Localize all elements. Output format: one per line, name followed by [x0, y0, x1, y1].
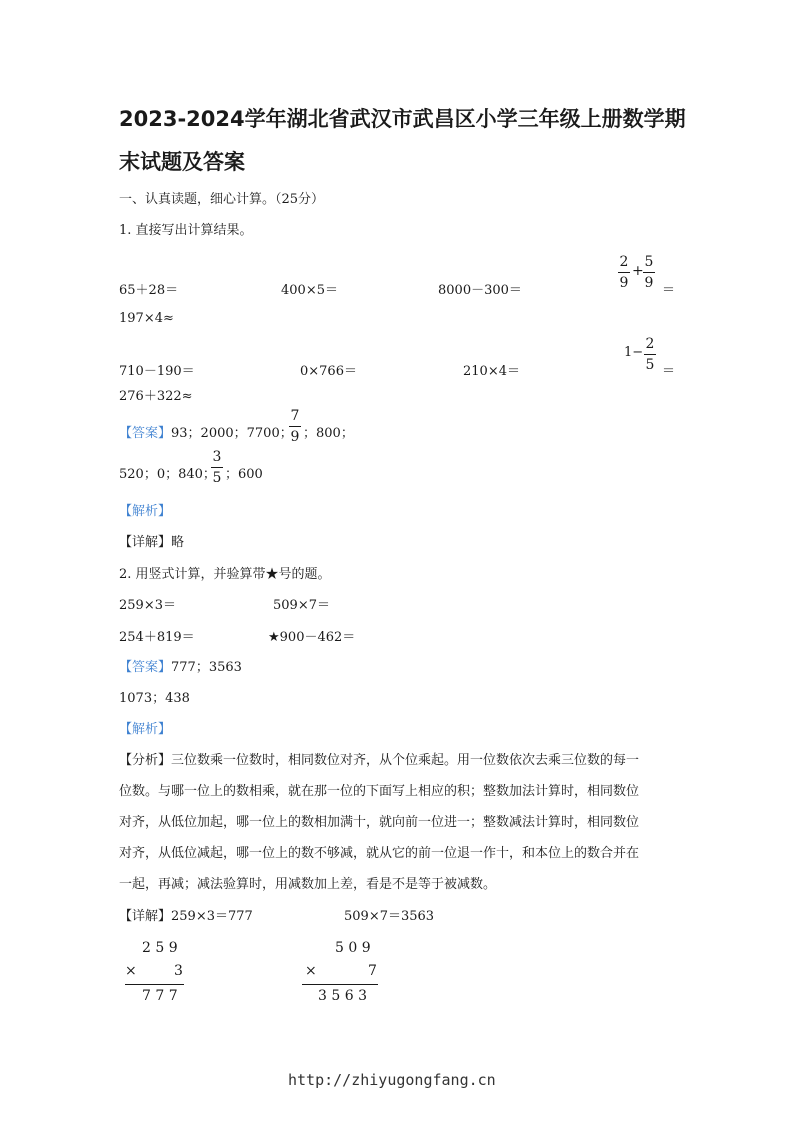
fraction-bar	[289, 426, 301, 427]
detail-text: 【详解】略	[119, 535, 185, 550]
vertical2-op: ×	[305, 963, 317, 979]
detail-line-2: 509×7＝3563	[344, 909, 435, 924]
vertical1-top: 2 5 9	[142, 940, 178, 956]
fraction-bar	[644, 354, 656, 355]
fraction-numerator: 7	[290, 408, 300, 424]
q1-answer-line2: 520；0；840；	[119, 467, 216, 482]
equals-sign: ＝	[662, 283, 676, 298]
analysis-line-4: 对齐，从低位减起，哪一位上的数不够减，就从它的前一位退一作十，和本位上的数合并在	[119, 846, 640, 861]
fraction-2-5	[644, 335, 656, 374]
answer-tag: 【答案】	[119, 426, 172, 441]
fraction-bar	[211, 467, 223, 468]
fraction-3-5	[211, 448, 223, 487]
detail-line: 【详解】259×3＝777	[119, 909, 253, 924]
fraction-denominator: 9	[290, 429, 300, 445]
q1-expr-3: 8000－300＝	[438, 283, 522, 298]
q2-answer-line2: 1073；438	[119, 691, 190, 706]
analysis-line-5: 一起，再减；减法验算时，用减数加上差，看是不是等于被减数。	[119, 877, 497, 892]
q1-expr-5: 197×4≈	[119, 311, 174, 326]
fraction-numerator: 3	[212, 449, 222, 465]
analysis-tag: 【解析】	[119, 504, 172, 519]
answer-tail: ；800；	[303, 426, 354, 441]
fraction-5-9	[643, 253, 655, 292]
vertical2-result: 3 5 6 3	[318, 988, 367, 1004]
fraction-2-9	[618, 253, 630, 292]
plus-sign: +	[632, 263, 644, 279]
answer-tag: 【答案】	[119, 660, 172, 675]
vertical2-top: 5 0 9	[335, 940, 371, 956]
q1-expr-7: 0×766＝	[300, 364, 357, 379]
fraction-numerator: 2	[645, 336, 655, 352]
analysis-line-3: 对齐，从低位加起，哪一位上的数相加满十，就向前一位进一；整数减法计算时，相同数位	[119, 815, 640, 830]
fraction-denominator: 9	[644, 275, 654, 291]
vertical1-op: ×	[125, 963, 137, 979]
doc-title-line1: 2023-2024学年湖北省武汉市武昌区小学三年级上册数学期	[119, 107, 686, 131]
equals-sign: ＝	[662, 364, 676, 379]
q2-answer-line1	[119, 656, 242, 675]
fraction-bar	[618, 272, 630, 273]
q1-prompt: 1. 直接写出计算结果。	[119, 223, 253, 238]
fraction-numerator: 2	[619, 254, 629, 270]
fraction-denominator: 9	[619, 275, 629, 291]
analysis-line-2: 位数。与哪一位上的数相乘，就在那一位的下面写上相应的积；整数加法计算时，相同数位	[119, 784, 640, 799]
footer-url[interactable]: http://zhiyugongfang.cn	[288, 1071, 496, 1089]
q1-answer-line1	[119, 422, 293, 441]
vertical1-divider	[125, 984, 184, 985]
vertical2-divider	[302, 984, 378, 985]
section-heading: 一、认真读题，细心计算。（25分）	[119, 192, 325, 207]
fraction-numerator: 5	[644, 254, 654, 270]
q1-expr-10: 276＋322≈	[119, 389, 193, 404]
q2-expr-3: 254＋819＝	[119, 630, 195, 645]
q2-expr-4: ★900－462＝	[268, 630, 356, 645]
fraction-denominator: 5	[645, 357, 655, 373]
one-minus: 1−	[624, 345, 644, 360]
vertical2-multiplier: 7	[368, 963, 377, 979]
q2-expr-2: 509×7＝	[273, 598, 330, 613]
q2-prompt: 2. 用竖式计算，并验算带★号的题。	[119, 567, 331, 582]
doc-title-line2: 末试题及答案	[119, 150, 245, 174]
fraction-7-9	[289, 407, 301, 446]
answer-text: 93；2000；7700；	[171, 426, 293, 441]
fraction-denominator: 5	[212, 470, 222, 486]
q1-expr-6: 710－190＝	[119, 364, 195, 379]
answer-text: 777；3563	[171, 660, 242, 675]
q1-expr-2: 400×5＝	[281, 283, 338, 298]
q2-expr-1: 259×3＝	[119, 598, 176, 613]
answer-tail: ；600	[225, 467, 263, 482]
analysis-line-1: 【分析】三位数乘一位数时，相同数位对齐，从个位乘起。用一位数依次去乘三位数的每一	[119, 753, 640, 768]
vertical1-result: 7 7 7	[142, 988, 178, 1004]
vertical1-multiplier: 3	[174, 963, 183, 979]
fraction-bar	[643, 272, 655, 273]
q1-expr-8: 210×4＝	[463, 364, 520, 379]
analysis-tag: 【解析】	[119, 722, 172, 737]
q1-expr-1: 65＋28＝	[119, 283, 179, 298]
